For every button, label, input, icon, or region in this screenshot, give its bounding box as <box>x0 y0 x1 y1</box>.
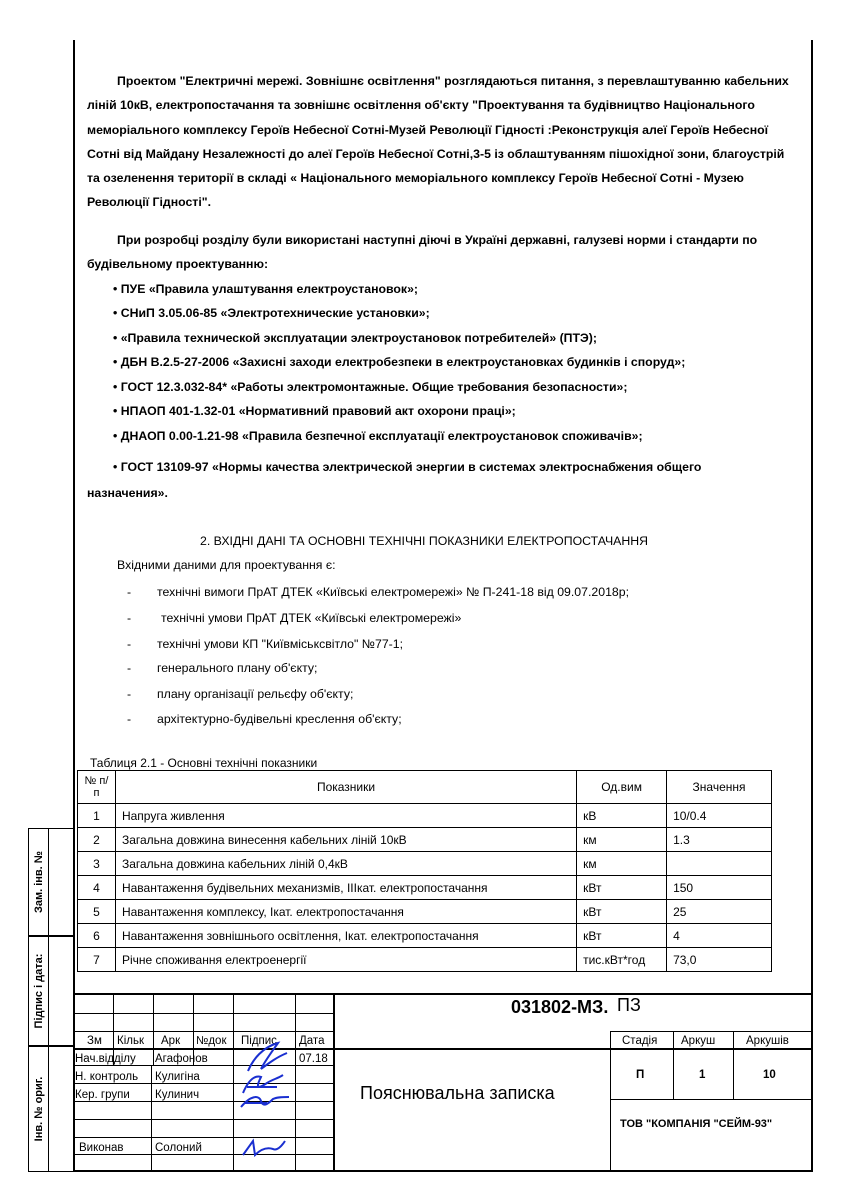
norm-item: • ДБН В.2.5-27-2006 «Захисні заходи електробезпеки в електроустановках будинків і споруд»; <box>113 355 686 369</box>
person-name: Кулинич <box>155 1089 200 1101</box>
col-header: Кільк <box>117 1035 144 1047</box>
table-row <box>78 852 772 876</box>
row-indicator: Загальна довжина винесення кабельних ліній 10кВ <box>115 828 576 852</box>
norms-intro: При розробці розділу були використані наступні діючі в Україні державні, галузеві норми і стандарти по будівельному проектуванню: <box>87 233 758 272</box>
sheet-label: Аркуш <box>681 1035 716 1047</box>
row-value: 150 <box>667 876 772 900</box>
row-num: 1 <box>78 804 116 828</box>
person-date: 07.18 <box>299 1053 328 1065</box>
norm-item: • ГОСТ 12.3.032-84* «Работы электромонтажные. Общие требования безопасности»; <box>113 380 628 394</box>
col-header: Арк <box>161 1035 181 1047</box>
document-title: Пояснювальна записка <box>360 1083 555 1103</box>
norm-item: • ПУЕ «Правила улаштування електроустановок»; <box>113 282 419 296</box>
row-indicator: Загальна довжина кабельних ліній 0,4кВ <box>115 852 576 876</box>
norm-item: • «Правила технической эксплуатации электроустановок потребителей» (ПТЭ); <box>113 331 597 345</box>
norm-item: • ГОСТ 13109-97 «Нормы качества электрической энергии в системах электроснабжения общего <box>113 460 702 474</box>
dash-bullet: - <box>127 585 132 599</box>
col-header: Зм <box>87 1035 102 1047</box>
table-row <box>78 876 772 900</box>
person-name: Агафонов <box>155 1053 208 1065</box>
person-role: Кер. групи <box>75 1089 130 1101</box>
row-value: 10/0.4 <box>667 804 772 828</box>
row-value: 1.3 <box>667 828 772 852</box>
intro-paragraph: Проектом "Електричні мережі. Зовнішнє освітлення" розглядаються питання, з перевлаштуванню кабельних ліній 10кВ, електропостачання та зовнішнє освітлення об'єкту "Проектування та будівництво Національного меморіального комплексу Героїв Небесної Сотні-Музей Революції Гідності :Реконструкція алеї Героїв Небесної Сотні від Майдану Незалежності до алеї Героїв Небесної Сотні,3-5 із облаштуванням пішохідної зони, благоустрій та озеленення території в складі « Національного меморіального комплексу Героїв Небесної Сотні - Музею Революції Гідності". <box>87 74 789 210</box>
stage-label: Стадія <box>622 1035 658 1047</box>
row-value: 73,0 <box>667 948 772 972</box>
row-num: 7 <box>78 948 116 972</box>
row-indicator: Напруга живлення <box>115 804 576 828</box>
row-unit: тис.кВт*год <box>577 948 667 972</box>
indicators-table <box>77 770 772 972</box>
table-row <box>78 804 772 828</box>
title-block <box>73 993 813 1172</box>
col-header: Дата <box>299 1035 325 1047</box>
sheets-value: 10 <box>763 1069 776 1081</box>
row-indicator: Навантаження зовнішнього освітлення, Iкат. електропостачання <box>115 924 576 948</box>
sidebar-inv-orig <box>28 1046 73 1172</box>
header-value: Значення <box>667 771 772 804</box>
dash-bullet: - <box>127 712 132 726</box>
sidebar-pidpys-data-label: Підпис і дата: <box>32 953 45 1029</box>
person-role: Нач.відділу <box>75 1053 136 1065</box>
header-indicator: Показники <box>115 771 576 804</box>
sidebar-inv-orig-label: Інв. № ориг. <box>32 1076 45 1142</box>
row-num: 6 <box>78 924 116 948</box>
row-unit: км <box>577 828 667 852</box>
dash-bullet: - <box>127 611 132 625</box>
row-unit: кВ <box>577 804 667 828</box>
row-num: 2 <box>78 828 116 852</box>
col-header: №док <box>196 1035 227 1047</box>
header-unit: Од.вим <box>577 771 667 804</box>
signature-icon <box>237 1089 293 1115</box>
person-role: Н. контроль <box>75 1071 139 1083</box>
row-value: 25 <box>667 900 772 924</box>
table-caption: Таблиця 2.1 - Основні технічні показники <box>90 756 318 770</box>
norm-item-continuation: назначения». <box>87 486 168 500</box>
sidebar-pidpys-data <box>28 936 73 1046</box>
input-intro: Вхідними даними для проектування є: <box>117 558 336 572</box>
dash-bullet: - <box>127 637 132 651</box>
table-row <box>78 948 772 972</box>
input-item-text: архітектурно-будівельні креслення об'єкту; <box>157 712 402 726</box>
table-row <box>78 900 772 924</box>
section-heading: 2. ВХІДНІ ДАНІ ТА ОСНОВНІ ТЕХНІЧНІ ПОКАЗНИКИ ЕЛЕКТРОПОСТАЧАННЯ <box>200 534 648 548</box>
dash-bullet: - <box>127 661 132 675</box>
stage-value: П <box>636 1069 645 1081</box>
row-value: 4 <box>667 924 772 948</box>
norm-item: • ДНАОП 0.00-1.21-98 «Правила безпечної експлуатації електроустановок споживачів»; <box>113 429 643 443</box>
person-role: Виконав <box>79 1142 124 1154</box>
table-row <box>78 924 772 948</box>
dash-bullet: - <box>127 687 132 701</box>
row-indicator: Навантаження будівельних механизмів, IIIкат. електропостачання <box>115 876 576 900</box>
document-code-suffix: ПЗ <box>617 995 641 1015</box>
row-value <box>667 852 772 876</box>
input-item-text: генерального плану об'єкту; <box>157 661 318 675</box>
norm-item: • НПАОП 401-1.32-01 «Нормативний правовий акт охорони праці»; <box>113 404 516 418</box>
sidebar-zam-inv <box>28 828 73 936</box>
person-name: Солоний <box>155 1142 202 1154</box>
sheet-value: 1 <box>699 1069 706 1081</box>
input-item-text: плану організації рельєфу об'єкту; <box>157 687 354 701</box>
sidebar-zam-inv-label: Зам. інв. № <box>32 850 45 914</box>
company-name: ТОВ "КОМПАНІЯ "СЕЙМ-93" <box>620 1118 773 1130</box>
row-num: 4 <box>78 876 116 900</box>
row-unit: кВт <box>577 924 667 948</box>
col-header: Підпис <box>241 1035 277 1047</box>
table-header-row <box>78 771 772 804</box>
row-indicator: Річне споживання електроенергії <box>115 948 576 972</box>
norm-item: • СНиП 3.05.06-85 «Электротехнические установки»; <box>113 306 430 320</box>
document-code: 031802-МЗ. <box>511 997 609 1017</box>
row-num: 5 <box>78 900 116 924</box>
input-item-text: технічні умови ПрАТ ДТЕК «Київські електромережі» <box>161 611 462 625</box>
row-unit: кВт <box>577 900 667 924</box>
header-num: № п/п <box>78 771 116 804</box>
row-unit: кВт <box>577 876 667 900</box>
signature-icon <box>237 1133 289 1163</box>
row-unit: км <box>577 852 667 876</box>
person-name: Кулигіна <box>155 1071 200 1083</box>
row-num: 3 <box>78 852 116 876</box>
input-item-text: технічні умови КП "Київміськсвітло" №77-1; <box>157 637 404 651</box>
input-item-text: технічні вимоги ПрАТ ДТЕК «Київські електромережі» № П-241-18 від 09.07.2018р; <box>157 585 630 599</box>
sheets-label: Аркушів <box>746 1035 789 1047</box>
row-indicator: Навантаження комплексу, Iкат. електропостачання <box>115 900 576 924</box>
table-row <box>78 828 772 852</box>
